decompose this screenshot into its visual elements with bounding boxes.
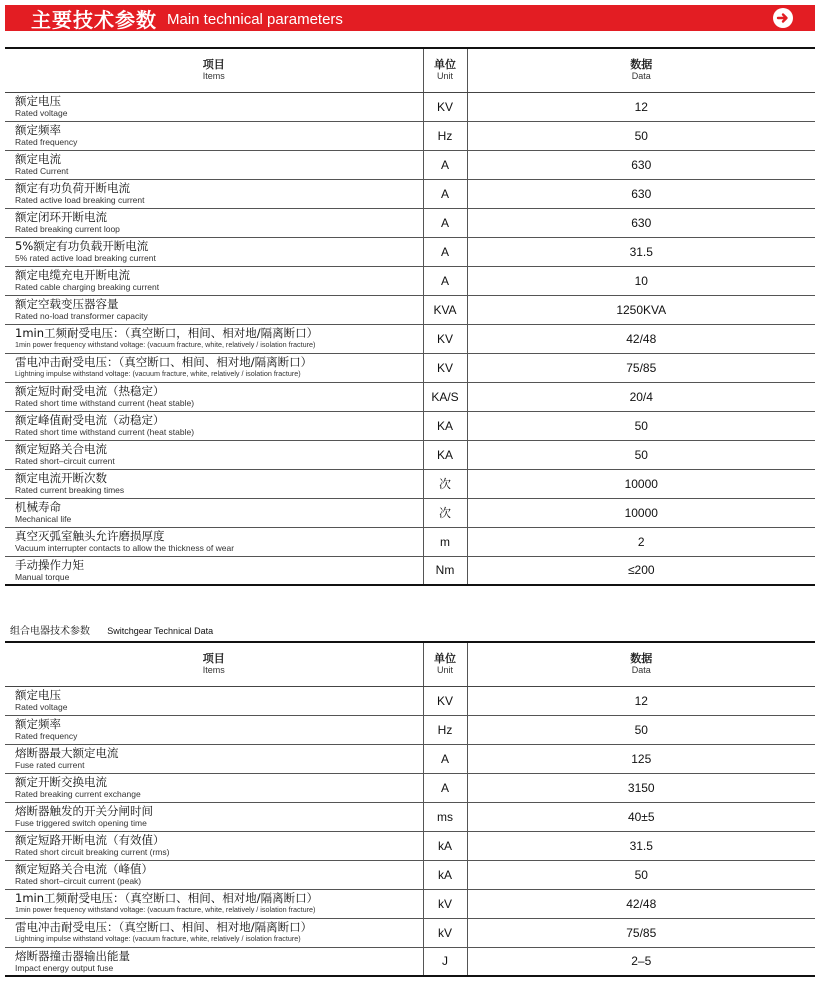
row-value-cell: 630: [467, 179, 815, 208]
table-row: [5, 802, 815, 831]
arrow-right-circle-icon[interactable]: [773, 8, 793, 28]
row-value-cell: 50: [467, 411, 815, 440]
row-value-cell: 1250KVA: [467, 295, 815, 324]
row-item-cell: [5, 92, 423, 121]
row-value-cell: 42/48: [467, 889, 815, 918]
row-item-label-en: Lightning impulse withstand voltage: (vacuum fracture, white, relatively / isolation fracture): [15, 369, 301, 378]
row-item-label-zh: 1min工频耐受电压：（真空断口，相间、相对地/隔离断口）: [15, 326, 319, 340]
table-row: [5, 411, 815, 440]
row-item-label-zh: 1min工频耐受电压：（真空断口、相间、相对地/隔离断口）: [15, 891, 319, 905]
row-value-cell: 12: [467, 92, 815, 121]
row-value-cell: 630: [467, 208, 815, 237]
section-title-en: Switchgear Technical Data: [107, 626, 214, 636]
switchgear-data-table: [5, 641, 815, 977]
row-item-cell: [5, 324, 423, 353]
row-value-cell: 10000: [467, 469, 815, 498]
row-item-cell: [5, 121, 423, 150]
row-item-label-en: Rated short–circuit current (peak): [15, 876, 142, 886]
row-unit-cell: KA: [423, 440, 467, 469]
row-item-cell: [5, 802, 423, 831]
row-item-cell: [5, 469, 423, 498]
table-row: [5, 266, 815, 295]
row-unit-cell: Hz: [423, 121, 467, 150]
row-item-cell: [5, 353, 423, 382]
row-item-label-zh: 额定峰值耐受电流（动稳定）: [15, 413, 165, 427]
row-item-label-zh: 额定电流: [15, 152, 61, 166]
column-header-label-zh: 项目: [202, 652, 225, 666]
row-value-cell: 3150: [467, 773, 815, 802]
row-unit-cell: KVA: [423, 295, 467, 324]
row-item-cell: [5, 744, 423, 773]
row-item-label-zh: 额定空载变压器容量: [15, 297, 119, 311]
column-header-label-en: Unit: [436, 665, 453, 676]
row-item-label-zh: 额定电压: [15, 688, 61, 702]
row-item-label-zh: 额定频率: [15, 123, 61, 137]
row-value-cell: ≤200: [467, 556, 815, 585]
row-item-label-zh: 手动操作力矩: [15, 557, 84, 572]
row-value-cell: 10000: [467, 498, 815, 527]
row-item-cell: [5, 237, 423, 266]
row-item-label-zh: 额定频率: [15, 717, 61, 731]
row-unit-cell: ms: [423, 802, 467, 831]
row-value-cell: 630: [467, 150, 815, 179]
column-header-data: [467, 642, 815, 686]
row-item-label-en: Vacuum interrupter contacts to allow the thickness of wear: [15, 543, 235, 553]
row-value-cell: 50: [467, 860, 815, 889]
table-row: [5, 208, 815, 237]
row-unit-cell: 次: [423, 469, 467, 498]
column-header-label-zh: 数据: [630, 58, 653, 72]
table-row: [5, 237, 815, 266]
column-header-label-en: Items: [202, 665, 225, 676]
row-item-label-en: 5% rated active load breaking current: [15, 253, 156, 263]
row-item-label-zh: 机械寿命: [15, 500, 61, 514]
row-unit-cell: A: [423, 237, 467, 266]
row-item-label-zh: 额定有功负荷开断电流: [15, 181, 130, 195]
table-row: [5, 947, 815, 976]
row-unit-cell: kV: [423, 918, 467, 947]
row-item-label-zh: 熔断器触发的开关分闸时间: [15, 804, 153, 818]
row-unit-cell: KV: [423, 353, 467, 382]
row-item-label-en: Rated frequency: [15, 137, 78, 147]
row-unit-cell: kV: [423, 889, 467, 918]
row-item-label-en: Rated frequency: [15, 731, 78, 741]
row-item-cell: [5, 498, 423, 527]
column-header-unit: [423, 642, 467, 686]
row-unit-cell: kA: [423, 831, 467, 860]
table-row: [5, 382, 815, 411]
table-header-row: [5, 642, 815, 686]
row-unit-cell: Nm: [423, 556, 467, 585]
row-item-cell: [5, 411, 423, 440]
row-item-cell: [5, 208, 423, 237]
row-item-cell: [5, 831, 423, 860]
table-row: [5, 556, 815, 585]
table-row: [5, 92, 815, 121]
row-unit-cell: 次: [423, 498, 467, 527]
row-value-cell: 31.5: [467, 237, 815, 266]
row-item-label-en: Rated voltage: [15, 702, 68, 712]
row-item-cell: [5, 440, 423, 469]
row-item-cell: [5, 527, 423, 556]
row-item-label-en: Manual torque: [15, 571, 70, 582]
row-unit-cell: KA: [423, 411, 467, 440]
section-title: [10, 622, 213, 637]
table-row: [5, 440, 815, 469]
table-row: [5, 773, 815, 802]
row-item-label-en: Rated short circuit breaking current (rms): [15, 847, 170, 857]
row-value-cell: 75/85: [467, 353, 815, 382]
row-item-label-zh: 额定电压: [15, 94, 61, 108]
main-parameters-table: [5, 47, 815, 586]
row-item-label-en: Fuse rated current: [15, 760, 85, 770]
column-header-label-zh: 数据: [630, 652, 653, 666]
row-unit-cell: J: [423, 947, 467, 976]
row-item-label-en: Rated cable charging breaking current: [15, 282, 160, 292]
table-row: [5, 324, 815, 353]
row-item-cell: [5, 295, 423, 324]
header-title-zh: 主要技术参数: [31, 7, 157, 32]
row-item-label-en: Fuse triggered switch opening time: [15, 818, 147, 828]
row-unit-cell: KA/S: [423, 382, 467, 411]
column-header-label-zh: 项目: [202, 58, 225, 72]
row-value-cell: 2: [467, 527, 815, 556]
row-value-cell: 12: [467, 686, 815, 715]
row-item-cell: [5, 715, 423, 744]
table-header-row: [5, 48, 815, 92]
row-value-cell: 42/48: [467, 324, 815, 353]
row-item-cell: [5, 150, 423, 179]
row-unit-cell: A: [423, 773, 467, 802]
table-row: [5, 498, 815, 527]
row-item-label-en: Rated no-load transformer capacity: [15, 311, 148, 321]
row-item-label-en: 1min power frequency withstand voltage: (vacuum fracture, white, relatively / isolation fracture): [15, 340, 316, 349]
table-row: [5, 686, 815, 715]
row-item-label-en: Rated voltage: [15, 108, 68, 118]
table-row: [5, 918, 815, 947]
row-item-label-zh: 额定电缆充电开断电流: [15, 268, 130, 282]
table-row: [5, 469, 815, 498]
table-row: [5, 860, 815, 889]
row-item-label-zh: 熔断器最大额定电流: [15, 746, 119, 760]
table-row: [5, 715, 815, 744]
row-value-cell: 50: [467, 121, 815, 150]
row-item-label-zh: 额定短路关合电流: [15, 442, 107, 456]
table-row: [5, 121, 815, 150]
row-unit-cell: A: [423, 266, 467, 295]
table-row: [5, 179, 815, 208]
row-item-label-en: Mechanical life: [15, 514, 72, 524]
row-item-label-en: Rated breaking current loop: [15, 224, 120, 234]
row-item-label-zh: 额定电流开断次数: [15, 471, 107, 485]
row-item-label-en: Rated breaking current exchange: [15, 789, 141, 799]
row-item-label-zh: 真空灭弧室触头允许磨损厚度: [15, 529, 165, 543]
row-item-cell: [5, 266, 423, 295]
row-item-label-en: Rated Current: [15, 166, 69, 176]
table-row: [5, 150, 815, 179]
row-value-cell: 75/85: [467, 918, 815, 947]
table-row: [5, 353, 815, 382]
row-item-cell: [5, 179, 423, 208]
row-value-cell: 50: [467, 715, 815, 744]
row-item-label-zh: 额定短路关合电流（峰值）: [15, 862, 153, 876]
row-item-label-zh: 雷电冲击耐受电压：（真空断口、相间、相对地/隔离断口）: [15, 355, 313, 369]
row-item-label-en: 1min power frequency withstand voltage: (vacuum fracture, white, relatively / isolation fracture): [15, 905, 316, 914]
section-title-zh: 组合电器技术参数: [10, 626, 90, 637]
row-item-cell: [5, 773, 423, 802]
row-item-label-en: Rated active load breaking current: [15, 195, 145, 205]
row-unit-cell: KV: [423, 686, 467, 715]
row-item-cell: [5, 382, 423, 411]
row-unit-cell: A: [423, 150, 467, 179]
row-item-cell: [5, 686, 423, 715]
row-value-cell: 2–5: [467, 947, 815, 976]
row-value-cell: 50: [467, 440, 815, 469]
row-item-label-zh: 雷电冲击耐受电压：（真空断口、相间、相对地/隔离断口）: [15, 920, 313, 934]
column-header-label-en: Items: [202, 71, 225, 82]
row-item-label-en: Rated current breaking times: [15, 485, 125, 495]
column-header-data: [467, 48, 815, 92]
row-value-cell: 31.5: [467, 831, 815, 860]
row-item-label-en: Rated short time withstand current (heat stable): [15, 427, 195, 437]
row-item-label-zh: 5%额定有功负载开断电流: [15, 239, 149, 253]
row-item-label-zh: 额定短时耐受电流（热稳定）: [15, 384, 165, 398]
row-value-cell: 20/4: [467, 382, 815, 411]
table-row: [5, 295, 815, 324]
row-value-cell: 10: [467, 266, 815, 295]
column-header-items: [5, 642, 423, 686]
column-header-label-zh: 单位: [434, 652, 456, 666]
table-row: [5, 831, 815, 860]
row-value-cell: 40±5: [467, 802, 815, 831]
row-item-label-en: Rated short–circuit current: [15, 456, 115, 466]
row-item-label-en: Rated short time withstand current (heat stable): [15, 398, 195, 408]
row-item-cell: [5, 556, 423, 585]
row-unit-cell: KV: [423, 324, 467, 353]
column-header-label-zh: 单位: [434, 58, 456, 72]
row-unit-cell: KV: [423, 92, 467, 121]
row-item-cell: [5, 889, 423, 918]
column-header-label-en: Data: [631, 71, 651, 82]
column-header-label-en: Data: [631, 665, 651, 676]
column-header-unit: [423, 48, 467, 92]
table-row: [5, 744, 815, 773]
row-item-label-en: Impact energy output fuse: [15, 962, 114, 973]
row-unit-cell: A: [423, 744, 467, 773]
row-unit-cell: kA: [423, 860, 467, 889]
row-item-label-zh: 熔断器撞击器输出能量: [15, 948, 130, 963]
column-header-label-en: Unit: [436, 71, 453, 82]
header-title-en: Main technical parameters: [167, 10, 343, 28]
row-item-cell: [5, 947, 423, 976]
row-unit-cell: m: [423, 527, 467, 556]
table-row: [5, 889, 815, 918]
row-unit-cell: A: [423, 208, 467, 237]
column-header-items: [5, 48, 423, 92]
table-row: [5, 527, 815, 556]
row-unit-cell: Hz: [423, 715, 467, 744]
row-item-label-en: Lightning impulse withstand voltage: (vacuum fracture, white, relatively / isolation fracture): [15, 934, 301, 943]
row-item-label-zh: 额定开断交换电流: [15, 775, 107, 789]
row-value-cell: 125: [467, 744, 815, 773]
row-item-cell: [5, 918, 423, 947]
row-item-label-zh: 额定闭环开断电流: [15, 210, 107, 224]
row-item-label-zh: 额定短路开断电流（有效值）: [15, 833, 165, 847]
row-item-cell: [5, 860, 423, 889]
section-header-bar: [5, 5, 815, 31]
row-unit-cell: A: [423, 179, 467, 208]
